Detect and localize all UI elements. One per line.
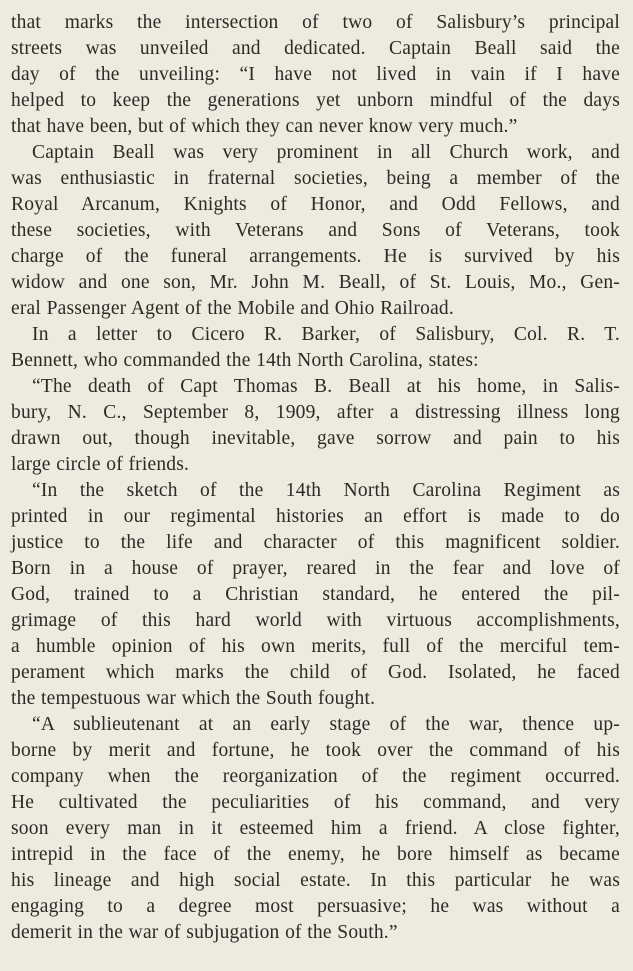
text-line: a humble opinion of his own merits, full of the merciful tem-: [11, 636, 620, 657]
document-page: [11, 10, 620, 946]
text-line: borne by merit and fortune, he took over the command of his: [11, 740, 620, 761]
text-line: God, trained to a Christian standard, he entered the pil-: [11, 584, 620, 605]
text-line: day of the unveiling: “I have not lived in vain if I have: [11, 64, 620, 85]
text-line: Born in a house of prayer, reared in the fear and love of: [11, 558, 620, 579]
text-line: justice to the life and character of this magnificent soldier.: [11, 532, 620, 553]
text-line: bury, N. C., September 8, 1909, after a distressing illness long: [11, 402, 620, 423]
text-line: “A sublieutenant at an early stage of the war, thence up-: [32, 714, 620, 735]
text-line: drawn out, though inevitable, gave sorrow and pain to his: [11, 428, 620, 449]
text-line: helped to keep the generations yet unborn mindful of the days: [11, 90, 620, 111]
text-line: that have been, but of which they can never know very much.”: [11, 116, 518, 137]
text-line: soon every man in it esteemed him a friend. A close fighter,: [11, 818, 620, 839]
text-line: intrepid in the face of the enemy, he bore himself as became: [11, 844, 620, 865]
text-line: printed in our regimental histories an effort is made to do: [11, 506, 620, 527]
text-line: In a letter to Cicero R. Barker, of Salisbury, Col. R. T.: [32, 324, 620, 345]
text-line: company when the reorganization of the regiment occurred.: [11, 766, 620, 787]
body-text: [11, 10, 620, 946]
text-line: “In the sketch of the 14th North Carolina Regiment as: [32, 480, 620, 501]
text-line: He cultivated the peculiarities of his command, and very: [11, 792, 620, 813]
text-line: demerit in the war of subjugation of the South.”: [11, 922, 398, 943]
text-line: widow and one son, Mr. John M. Beall, of St. Louis, Mo., Gen-: [11, 272, 620, 293]
text-line: Royal Arcanum, Knights of Honor, and Odd Fellows, and: [11, 194, 620, 215]
text-line: grimage of this hard world with virtuous accomplishments,: [11, 610, 620, 631]
text-line: the tempestuous war which the South fought.: [11, 688, 376, 709]
text-line: charge of the funeral arrangements. He is survived by his: [11, 246, 620, 267]
text-line: these societies, with Veterans and Sons of Veterans, took: [11, 220, 620, 241]
text-line: was enthusiastic in fraternal societies, being a member of the: [11, 168, 620, 189]
text-line: his lineage and high social estate. In this particular he was: [11, 870, 620, 891]
text-line: streets was unveiled and dedicated. Captain Beall said the: [11, 38, 620, 59]
text-line: Bennett, who commanded the 14th North Carolina, states:: [11, 350, 479, 371]
text-line: engaging to a degree most persuasive; he was without a: [11, 896, 620, 917]
text-line: “The death of Capt Thomas B. Beall at his home, in Salis-: [32, 376, 620, 397]
text-line: that marks the intersection of two of Salisbury’s principal: [11, 12, 620, 33]
text-line: eral Passenger Agent of the Mobile and Ohio Railroad.: [11, 298, 454, 319]
text-line: Captain Beall was very prominent in all Church work, and: [32, 142, 620, 163]
text-line: perament which marks the child of God. Isolated, he faced: [11, 662, 620, 683]
text-line: large circle of friends.: [11, 454, 190, 475]
